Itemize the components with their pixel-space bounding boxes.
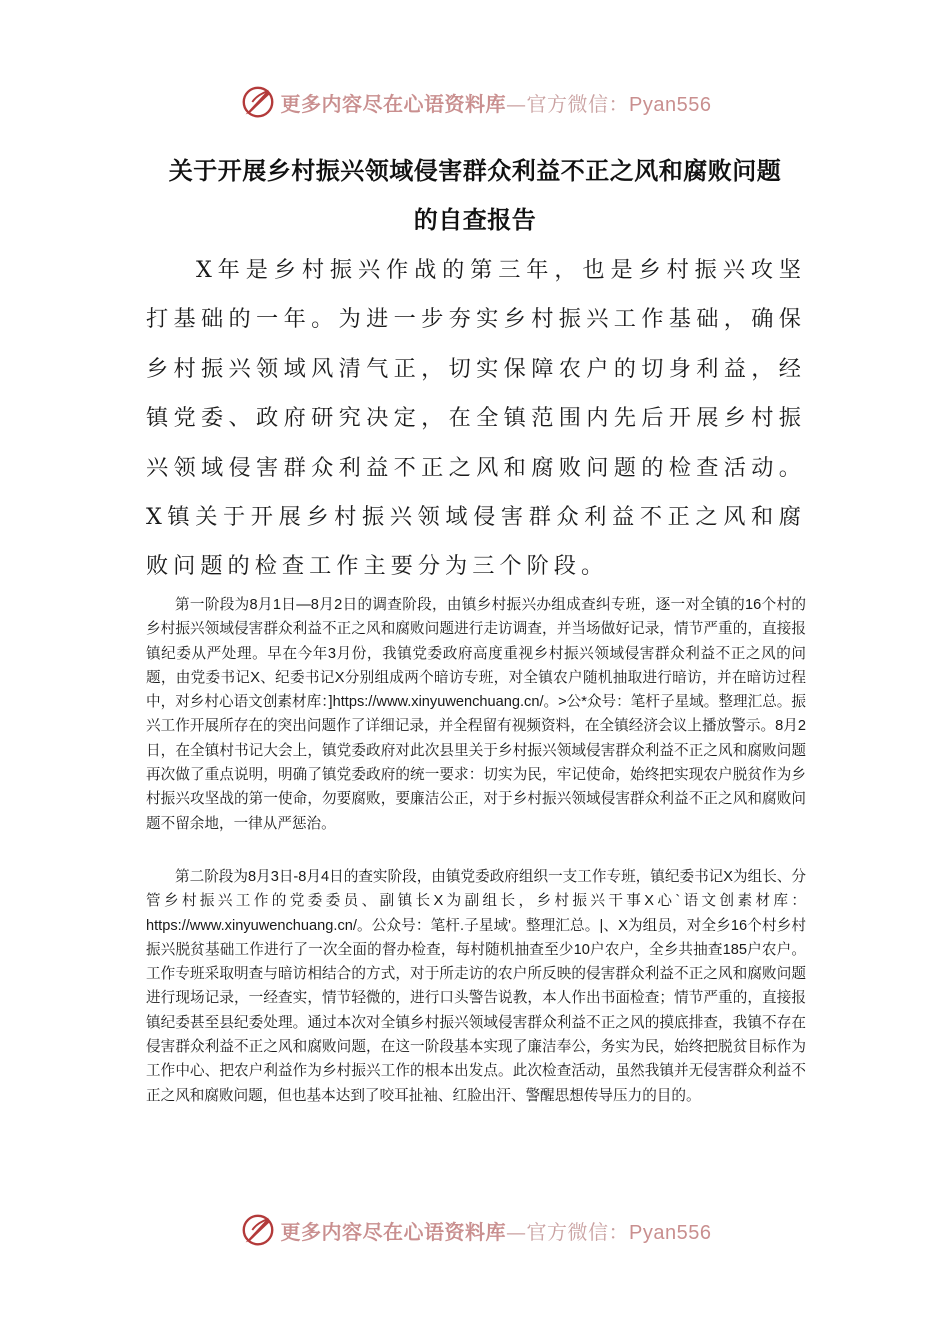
banner-site-name: 更多内容尽在心语资料库 <box>280 91 507 116</box>
banner-text <box>281 88 712 117</box>
footer-banner <box>0 1208 950 1252</box>
quill-logo-icon <box>239 83 277 121</box>
header-banner <box>0 80 950 124</box>
banner-wechat-label: —官方微信： <box>506 91 630 116</box>
banner-wechat-label: —官方微信： <box>506 1219 630 1244</box>
quill-logo-icon <box>239 1211 277 1249</box>
banner-text <box>281 1216 712 1245</box>
body-paragraph-stage-2: 第二阶段为8月3日-8月4日的查实阶段，由镇党委政府组织一支工作专班，镇纪委书记X为组长、分管乡村振兴工作的党委委员、副镇长X为副组长，乡村振兴干事X心`语文创素材库：https://www.xinyuwenchuang.cn/。公众号：笔杆.子星域'。整理汇总。|、X为组员，对全乡16个村乡村振兴脱贫基础工作进行了一次全面的督办检查，每村随机抽查至少10户农户，全乡共抽查185户农户。工作专班采取明查与暗访相结合的方式，对于所走访的农户所反映的侵害群众利益不正之风和腐败问题进行现场记录，一经查实，情节轻微的，进行口头警告说教，本人作出书面检查；情节严重的，直接报镇纪委甚至县纪委处理。通过本次对全镇乡村振兴领域侵害群众利益不正之风的摸底排查，我镇不存在侵害群众利益不正之风和腐败问题，在这一阶段基本实现了廉洁奉公，务实为民，始终把脱贫目标作为工作中心、把农户利益作为乡村振兴工作的根本出发点。此次检查活动，虽然我镇并无侵害群众利益不正之风和腐败问题，但也基本达到了咬耳扯袖、红脸出汗、警醒思想传导压力的目的。 <box>146 869 806 1104</box>
banner-site-name: 更多内容尽在心语资料库 <box>280 1219 507 1244</box>
body-paragraph-stage-1: 第一阶段为8月1日—8月2日的调查阶段，由镇乡村振兴办组成查纠专班，逐一对全镇的16个村的乡村振兴领域侵害群众利益不正之风和腐败问题进行走访调查，并当场做好记录，情节严重的，直接报镇纪委从严处理。早在今年3月份，我镇党委政府高度重视乡村振兴领域侵害群众利益不正之风的问题，由党委书记X、纪委书记X分别组成两个暗访专班，对全镇农户随机抽取进行暗访，并在暗访过程中，对乡村心语文创素材库：]https://www.xinyuwenchuang.cn/。>公*众号：笔杆子星域。整理汇总。振兴工作开展所存在的突出问题作了详细记录，并全程留有视频资料，在全镇经济会议上播放警示。8月2日，在全镇村书记大会上，镇党委政府对此次县里关于乡村振兴领域侵害群众利益不正之风和腐败问题再次做了重点说明，明确了镇党委政府的统一要求：切实为民，牢记使命，始终把实现农户脱贫作为乡村振兴攻坚战的第一使命，勿要腐败，要廉洁公正，对于乡村振兴领域侵害群众利益不正之风和腐败问题不留余地，一律从严惩治。 <box>146 597 806 832</box>
document-title-line-1: 关于开展乡村振兴领域侵害群众利益不正之风和腐败问题 <box>168 156 782 185</box>
banner-wechat-id: Pyan556 <box>629 93 712 116</box>
intro-paragraph: X年是乡村振兴作战的第三年，也是乡村振兴攻坚打基础的一年。为进一步夯实乡村振兴工作基础，确保乡村振兴领域风清气正，切实保障农户的切身利益，经镇党委、政府研究决定，在全镇范围内先后开展乡村振兴领域侵害群众利益不正之风和腐败问题的检查活动。X镇关于开展乡村振兴领域侵害群众利益不正之风和腐败问题的检查工作主要分为三个阶段。 <box>146 257 806 580</box>
banner-wechat-id: Pyan556 <box>629 1221 712 1244</box>
document-title-line-2: 的自查报告 <box>413 205 537 234</box>
